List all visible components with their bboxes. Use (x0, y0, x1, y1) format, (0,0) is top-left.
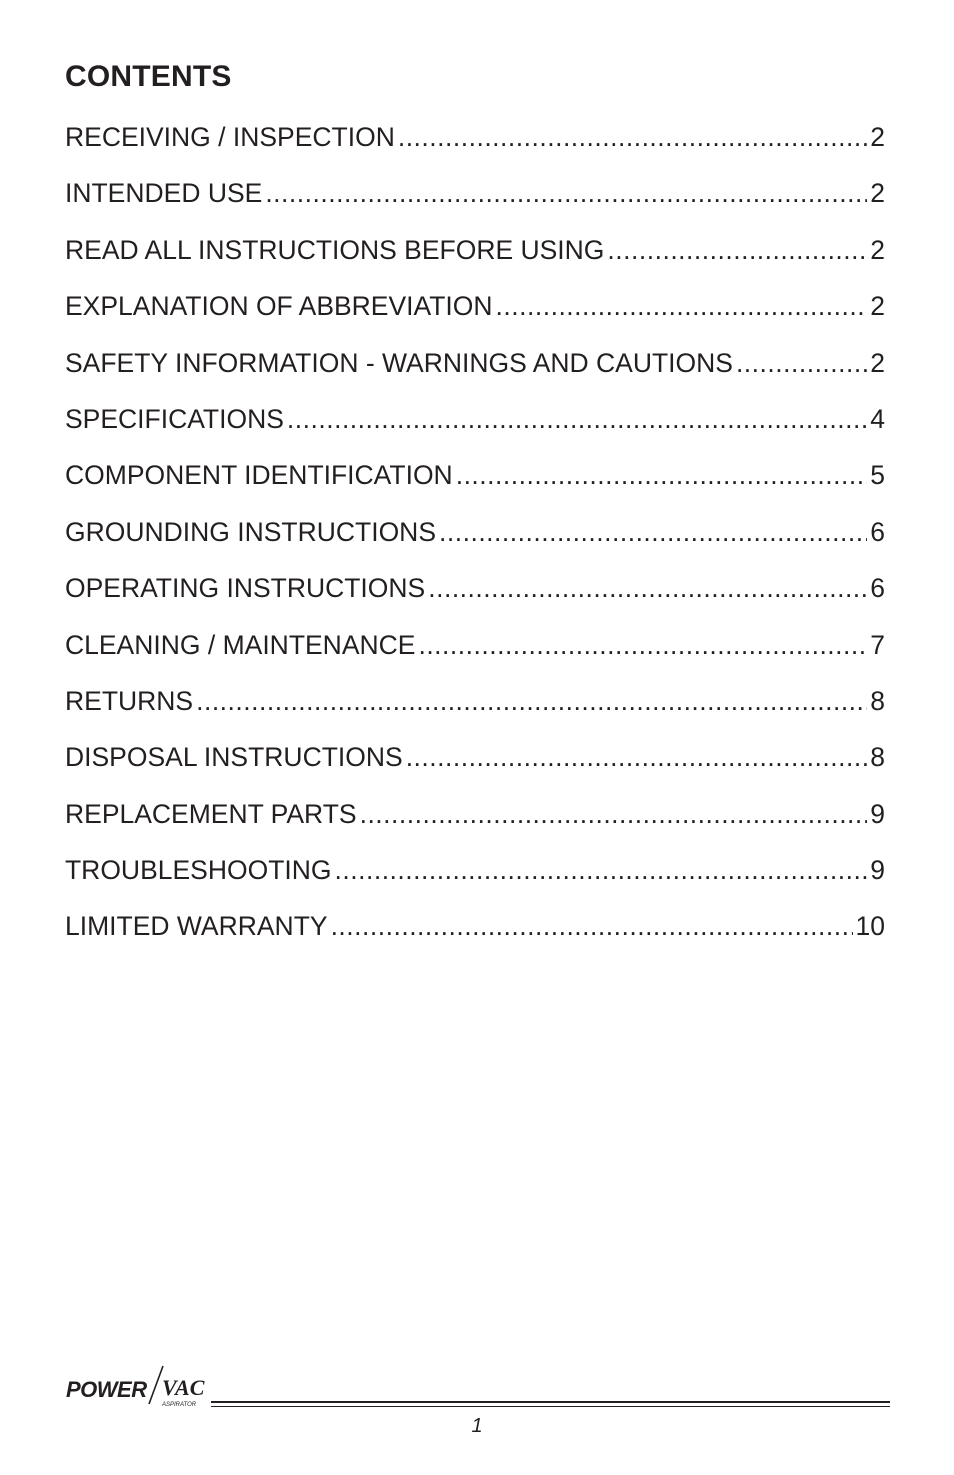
toc-entry-title: LIMITED WARRANTY (65, 911, 328, 942)
toc-entry-page: 8 (870, 742, 885, 773)
toc-entry-page: 6 (870, 516, 885, 547)
toc-dot-leader (439, 513, 867, 551)
toc-entry-explanation-of-abbreviation[interactable] (65, 287, 885, 343)
toc-entry-page: 7 (870, 629, 885, 660)
toc-entry-page: 9 (870, 798, 885, 829)
toc-entry-troubleshooting[interactable] (65, 851, 885, 907)
toc-entry-page: 2 (870, 291, 885, 322)
toc-entry-title: GROUNDING INSTRUCTIONS (65, 516, 436, 547)
toc-dot-leader (456, 456, 868, 494)
toc-entry-page: 4 (870, 403, 885, 434)
page-number: 1 (471, 1415, 483, 1437)
toc-entry-page: 8 (870, 685, 885, 716)
toc-entry-title: TROUBLESHOOTING (65, 855, 332, 886)
toc-entry-title: COMPONENT IDENTIFICATION (65, 460, 453, 491)
toc-entry-page: 5 (870, 460, 885, 491)
toc-entry-title: READ ALL INSTRUCTIONS BEFORE USING (65, 234, 605, 265)
toc-entry-limited-warranty[interactable] (65, 907, 885, 963)
toc-entry-cleaning-maintenance[interactable] (65, 626, 885, 682)
logo-wordmark-vac: VAC (162, 1375, 205, 1400)
toc-entry-intended-use[interactable] (65, 174, 885, 230)
toc-entry-title: INTENDED USE (65, 178, 263, 209)
toc-entry-title: SAFETY INFORMATION - WARNINGS AND CAUTIONS (65, 347, 733, 378)
toc-entry-title: OPERATING INSTRUCTIONS (65, 573, 426, 604)
toc-dot-leader (496, 287, 868, 325)
toc-dot-leader (406, 738, 868, 776)
toc-entry-page: 2 (870, 178, 885, 209)
toc-entry-read-all-instructions[interactable] (65, 231, 885, 287)
toc-entry-title: RETURNS (65, 685, 194, 716)
toc-dot-leader (736, 344, 867, 382)
toc-entry-title: CLEANING / MAINTENANCE (65, 629, 416, 660)
toc-entry-title: REPLACEMENT PARTS (65, 798, 357, 829)
footer-rule-thin (211, 1406, 890, 1407)
toc-entry-replacement-parts[interactable] (65, 795, 885, 851)
toc-dot-leader (335, 851, 868, 889)
toc-entry-page: 2 (870, 234, 885, 265)
toc-entry-page: 10 (855, 911, 885, 942)
toc-entry-specifications[interactable] (65, 400, 885, 456)
toc-dot-leader (331, 907, 853, 945)
toc-entry-page: 9 (870, 855, 885, 886)
logo-subtext: ASPIRATOR (162, 1402, 197, 1408)
toc-entry-operating-instructions[interactable] (65, 569, 885, 625)
logo-slash (149, 1366, 163, 1404)
toc-entry-page: 2 (870, 122, 885, 152)
toc-dot-leader (265, 174, 867, 212)
toc-entry-page: 6 (870, 573, 885, 604)
footer-rule-thick (211, 1401, 890, 1403)
toc-entry-title: SPECIFICATIONS (65, 403, 284, 434)
toc-entry-page: 2 (870, 347, 885, 378)
toc-dot-leader (428, 569, 867, 607)
toc-dot-leader (196, 682, 867, 720)
page-footer (65, 1360, 890, 1420)
toc-entry-component-identification[interactable] (65, 456, 885, 512)
power-vac-logo (65, 1360, 215, 1410)
toc-dot-leader (360, 795, 868, 833)
toc-dot-leader (607, 231, 867, 269)
page-title: CONTENTS (65, 60, 232, 93)
toc-entry-returns[interactable] (65, 682, 885, 738)
toc-dot-leader (418, 626, 867, 664)
toc-entry-grounding-instructions[interactable] (65, 513, 885, 569)
toc-entry-title: RECEIVING / INSPECTION (65, 122, 395, 152)
logo-wordmark-power: POWER (66, 1377, 147, 1402)
toc-entry-title: DISPOSAL INSTRUCTIONS (65, 742, 403, 773)
toc-entry-disposal-instructions[interactable] (65, 738, 885, 794)
toc-entry-title: EXPLANATION OF ABBREVIATION (65, 291, 493, 322)
toc-entry-safety-information[interactable] (65, 344, 885, 400)
table-of-contents (65, 118, 885, 964)
toc-dot-leader (287, 400, 867, 438)
toc-entry-receiving-inspection[interactable] (65, 118, 885, 174)
toc-dot-leader (398, 118, 867, 156)
